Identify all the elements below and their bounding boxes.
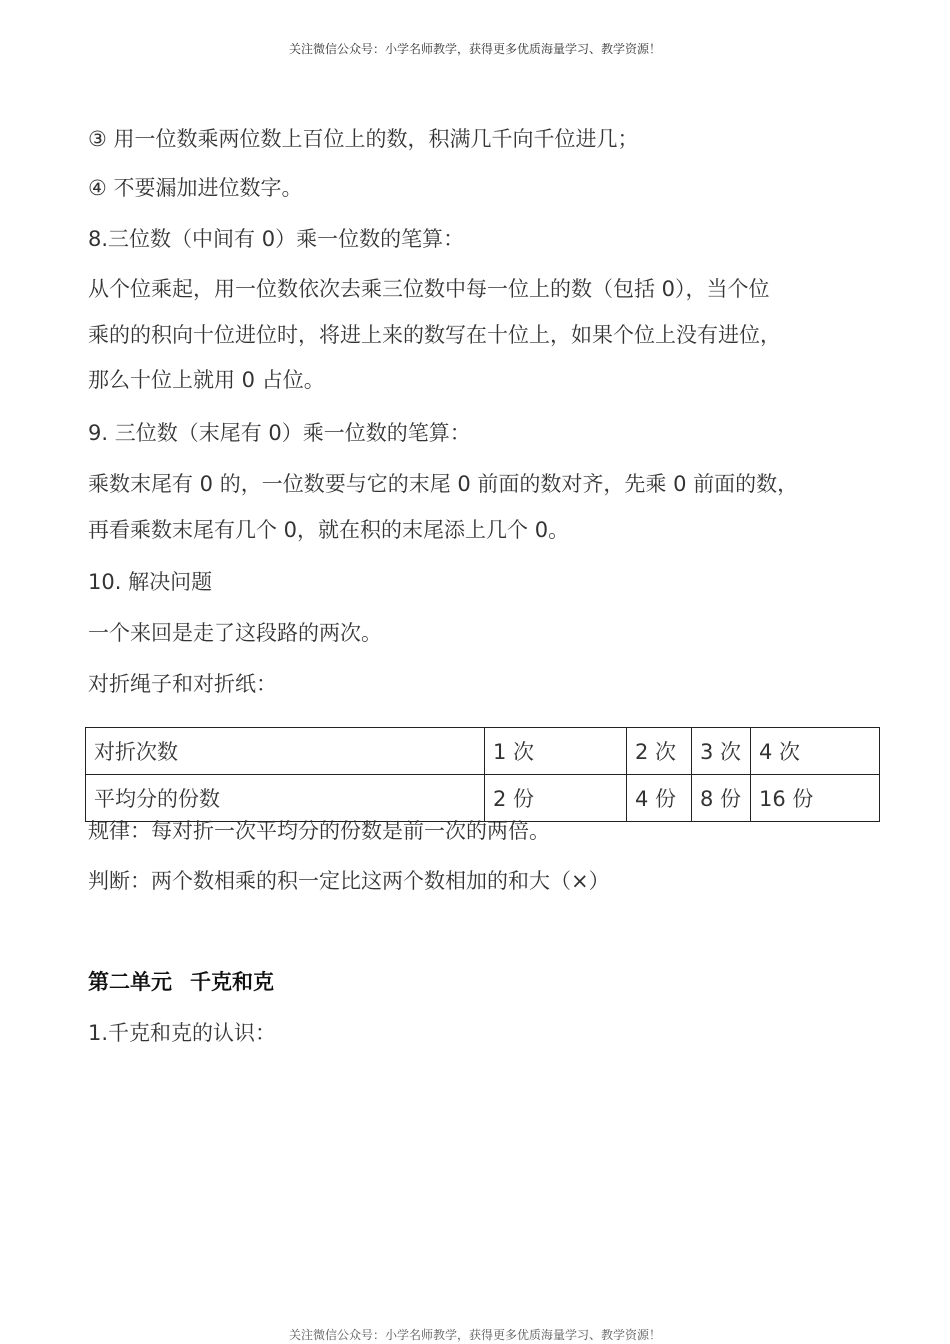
section-10-text-2: 对折绳子和对折纸： xyxy=(88,672,277,696)
unit-heading-number: 第二单元 xyxy=(88,970,172,994)
table-cell: 2 次 xyxy=(627,728,692,775)
table-cell: 8 份 xyxy=(692,775,751,822)
footer-note: 关注微信公众号：小学名师教学，获得更多优质海量学习、教学资源！ xyxy=(288,1328,661,1342)
section-10-text-1: 一个来回是走了这段路的两次。 xyxy=(88,621,382,645)
table-cell: 平均分的份数 xyxy=(86,775,485,822)
section-8-text-1: 从个位乘起，用一位数依次去乘三位数中每一位上的数（包括 0），当个位 xyxy=(88,277,770,301)
unit-2-item-1: 1.千克和克的认识： xyxy=(88,1021,277,1045)
table-cell: 1 次 xyxy=(485,728,627,775)
section-9-text-1: 乘数末尾有 0 的，一位数要与它的末尾 0 前面的数对齐，先乘 0 前面的数， xyxy=(88,472,799,496)
table-cell: 4 份 xyxy=(627,775,692,822)
text-line-step-4: ④ 不要漏加进位数字。 xyxy=(88,176,303,200)
table-cell: 4 次 xyxy=(751,728,880,775)
table-row xyxy=(86,775,880,822)
rule-text: 规律：每对折一次平均分的份数是前一次的两倍。 xyxy=(88,819,550,843)
text-line-step-3: ③ 用一位数乘两位数上百位上的数，积满几千向千位进几； xyxy=(88,127,639,151)
section-9-text-2: 再看乘数末尾有几个 0，就在积的末尾添上几个 0。 xyxy=(88,518,570,542)
table-cell: 2 份 xyxy=(485,775,627,822)
section-8-text-3: 那么十位上就用 0 占位。 xyxy=(88,368,325,392)
section-10-title: 10. 解决问题 xyxy=(88,570,213,594)
table-row xyxy=(86,728,880,775)
section-8-text-2: 乘的的积向十位进位时，将进上来的数写在十位上，如果个位上没有进位， xyxy=(88,323,781,347)
unit-heading-title: 千克和克 xyxy=(190,970,274,994)
table-cell: 3 次 xyxy=(692,728,751,775)
section-8-title: 8.三位数（中间有 0）乘一位数的笔算： xyxy=(88,227,465,251)
table-cell: 16 份 xyxy=(751,775,880,822)
section-9-title: 9. 三位数（末尾有 0）乘一位数的笔算： xyxy=(88,421,471,445)
fold-table xyxy=(85,727,880,822)
unit-heading xyxy=(88,969,274,995)
judgement-text: 判断：两个数相乘的积一定比这两个数相加的和大（×） xyxy=(88,869,610,893)
table-cell: 对折次数 xyxy=(86,728,485,775)
header-note: 关注微信公众号：小学名师教学，获得更多优质海量学习、教学资源！ xyxy=(288,42,661,56)
